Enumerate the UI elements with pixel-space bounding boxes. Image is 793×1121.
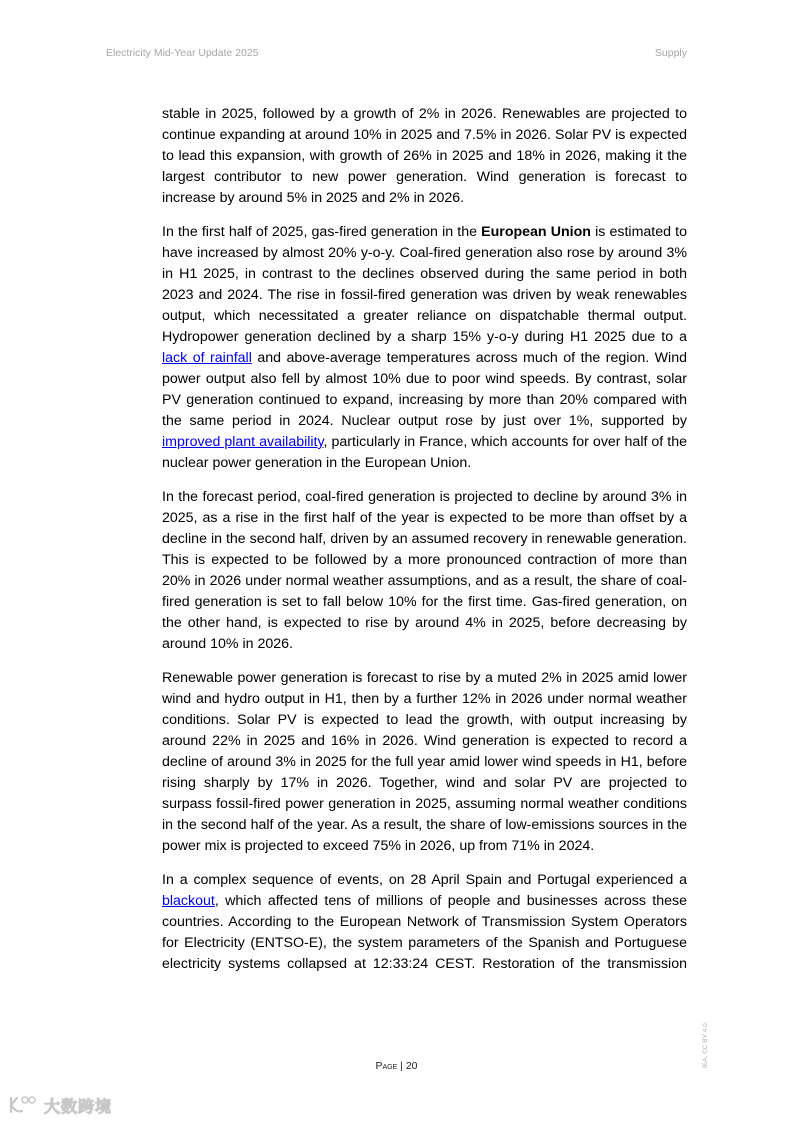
emphasis-european-union: European Union: [481, 224, 591, 240]
paragraph-2: [162, 222, 687, 474]
paragraph-2-text-4: , particularly in France, which accounts for over half of the nuclear power generation in the European Union.: [162, 434, 687, 471]
watermark-text: 大数跨境: [44, 1098, 113, 1116]
link-improved-plant-availability[interactable]: improved plant availability: [162, 434, 324, 450]
page-footer: [0, 1060, 793, 1072]
paragraph-2-text-2: is estimated to have increased by almost 20% y-o-y. Coal-fired generation also rose by around 3% in H1 2025, in contrast to the declines observed during the same period in both 2023 and 2024. The rise in fossil-fired generation was driven by weak renewables output, which necessitated a greater reliance on dispatchable thermal output. Hydropower generation declined by a sharp 15% y-o-y during H1 2025 due to a: [162, 224, 687, 345]
paragraph-5-text-2: , which affected tens of millions of people and businesses across these countries. According to the European Network of Transmission System Operators for Electricity (ENTSO-E), the system parameters of the Spanish and Portuguese electricity systems collapsed at 12:33:24 CEST. Restoration of the transmission: [162, 893, 687, 972]
paragraph-2-text-3: and above-average temperatures across much of the region. Wind power output also fell by almost 10% due to poor wind speeds. By contrast, solar PV generation continued to expand, increasing by more than 20% compared with the same period in 2024. Nuclear output rose by just over 1%, supported by: [162, 350, 687, 429]
link-lack-of-rainfall[interactable]: lack of rainfall: [162, 350, 252, 366]
paragraph-5: [162, 870, 687, 975]
page-label: Page: [375, 1060, 398, 1072]
watermark-logo-icon: [8, 1095, 38, 1115]
paragraph-1: stable in 2025, followed by a growth of 2% in 2026. Renewables are projected to continue expanding at around 10% in 2025 and 7.5% in 2026. Solar PV is expected to lead this expansion, with growth of 26% in 2025 and 18% in 2026, making it the largest contributor to new power generation. Wind generation is forecast to increase by around 5% in 2025 and 2% in 2026.: [162, 106, 687, 206]
page-separator: |: [397, 1060, 406, 1072]
paragraph-5-text-1: In a complex sequence of events, on 28 April Spain and Portugal experienced a: [162, 872, 687, 888]
watermark: [8, 1094, 112, 1116]
paragraph-3: In the forecast period, coal-fired generation is projected to decline by around 3% in 2025, as a rise in the first half of the year is expected to be more than offset by a decline in the second half, driven by an assumed recovery in renewable generation. This is expected to be followed by a more pronounced contraction of more than 20% in 2026 under normal weather assumptions, and as a result, the share of coal-fired generation is set to fall below 10% for the first time. Gas-fired generation, on the other hand, is expected to rise by around 4% in 2025, before decreasing by around 10% in 2026.: [162, 489, 687, 652]
license-notice: IEA. CC BY 4.0.: [702, 1021, 709, 1068]
paragraph-4: Renewable power generation is forecast to rise by a muted 2% in 2025 amid lower wind and hydro output in H1, then by a further 12% in 2026 under normal weather conditions. Solar PV is expected to lead the growth, with output increasing by around 22% in 2025 and 16% in 2026. Wind generation is expected to record a decline of around 3% in 2025 for the full year amid lower wind speeds in H1, before rising sharply by 17% in 2026. Together, wind and solar PV are projected to surpass fossil-fired power generation in 2025, assuming normal weather conditions in the second half of the year. As a result, the share of low-emissions sources in the power mix is projected to exceed 75% in 2026, up from 71% in 2024.: [162, 670, 687, 854]
section-name: Supply: [654, 47, 687, 59]
link-blackout[interactable]: blackout: [162, 893, 215, 909]
page-header: [106, 47, 687, 63]
body-text: [162, 104, 687, 988]
report-title: Electricity Mid-Year Update 2025: [106, 47, 259, 59]
paragraph-2-text-1: In the first half of 2025, gas-fired generation in the: [162, 224, 482, 240]
page-number: 20: [405, 1060, 418, 1072]
